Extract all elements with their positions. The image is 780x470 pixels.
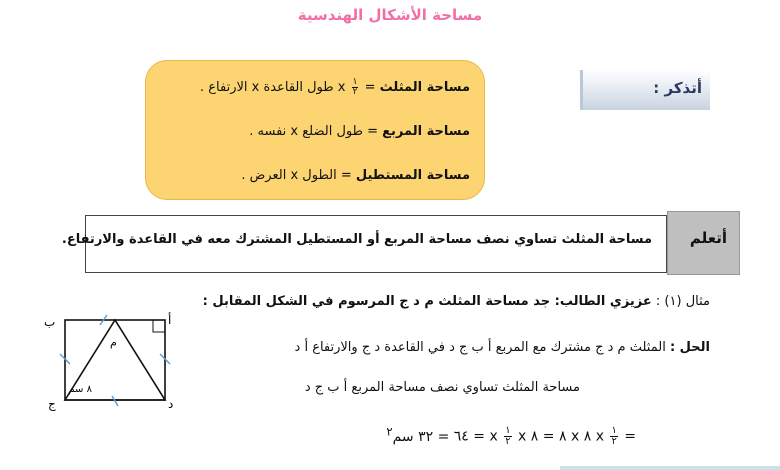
rule-name: مساحة المربع: [382, 124, 470, 139]
calc-equals: =: [624, 428, 636, 445]
rectangle-area-rule: [156, 165, 470, 209]
half-fraction: $\frac{١}{٢}$: [505, 425, 511, 448]
rule-text: x طول القاعدة x الارتفاع .: [200, 80, 346, 95]
solution-text: المثلث م د ج مشترك مع المربع أ ب ج د في القاعدة د ج والارتفاع أ د: [294, 340, 666, 355]
solution-line: [295, 340, 710, 355]
square-area-rule: [156, 121, 470, 165]
vertex-d-label: د: [168, 397, 174, 411]
example-question-text: عزيزي الطالب: جد مساحة المثلث م د ج المرسوم في الشكل المقابل :: [202, 294, 652, 309]
calc-result: = ٣٢ سم$^٢$: [386, 424, 450, 445]
vertex-j-label: ج: [48, 397, 56, 411]
right-angle-mark: [153, 320, 165, 332]
rule-text: الطول x العرض .: [241, 168, 337, 183]
rule-name: مساحة المثلث: [379, 80, 470, 95]
learn-label: أتعلم: [667, 211, 740, 275]
page-title: مساحة الأشكال الهندسية: [297, 6, 483, 24]
rule-equals: =: [364, 80, 376, 95]
vertex-a-label: أ: [168, 313, 172, 327]
half-fraction: $\frac{١}{٢}$: [352, 77, 358, 97]
example-prefix: مثال (١) :: [655, 294, 710, 309]
base-length-label: ٨ سم: [68, 384, 92, 395]
rules-box: [145, 60, 485, 200]
calc-part1: x ٨ x ٨: [558, 428, 604, 445]
learn-text: مساحة المثلث تساوي نصف مساحة المربع أو المستطيل المشترك معه في القاعدة والارتفاع.: [85, 215, 667, 273]
triangle-area-rule: [156, 77, 470, 121]
example-question: [203, 294, 710, 309]
calculation-line: [386, 424, 636, 447]
solution-label: الحل :: [669, 340, 710, 355]
decorative-strip: [560, 466, 780, 470]
solution-statement: مساحة المثلث تساوي نصف مساحة المربع أ ب ج د: [304, 380, 580, 395]
rule-text: طول الضلع x نفسه .: [249, 124, 363, 139]
calc-part2: = ٨ x: [489, 428, 555, 445]
calc-part3: x = ٦٤: [453, 428, 527, 445]
vertex-b-label: ب: [44, 315, 56, 329]
half-fraction: $\frac{١}{٢}$: [611, 425, 617, 448]
rule-equals: =: [340, 168, 352, 183]
square-triangle-figure: [40, 310, 190, 415]
rule-name: مساحة المستطيل: [355, 168, 470, 183]
vertex-m-label: م: [110, 336, 117, 349]
remember-label: أتذكر :: [580, 70, 710, 110]
rule-equals: =: [367, 124, 379, 139]
